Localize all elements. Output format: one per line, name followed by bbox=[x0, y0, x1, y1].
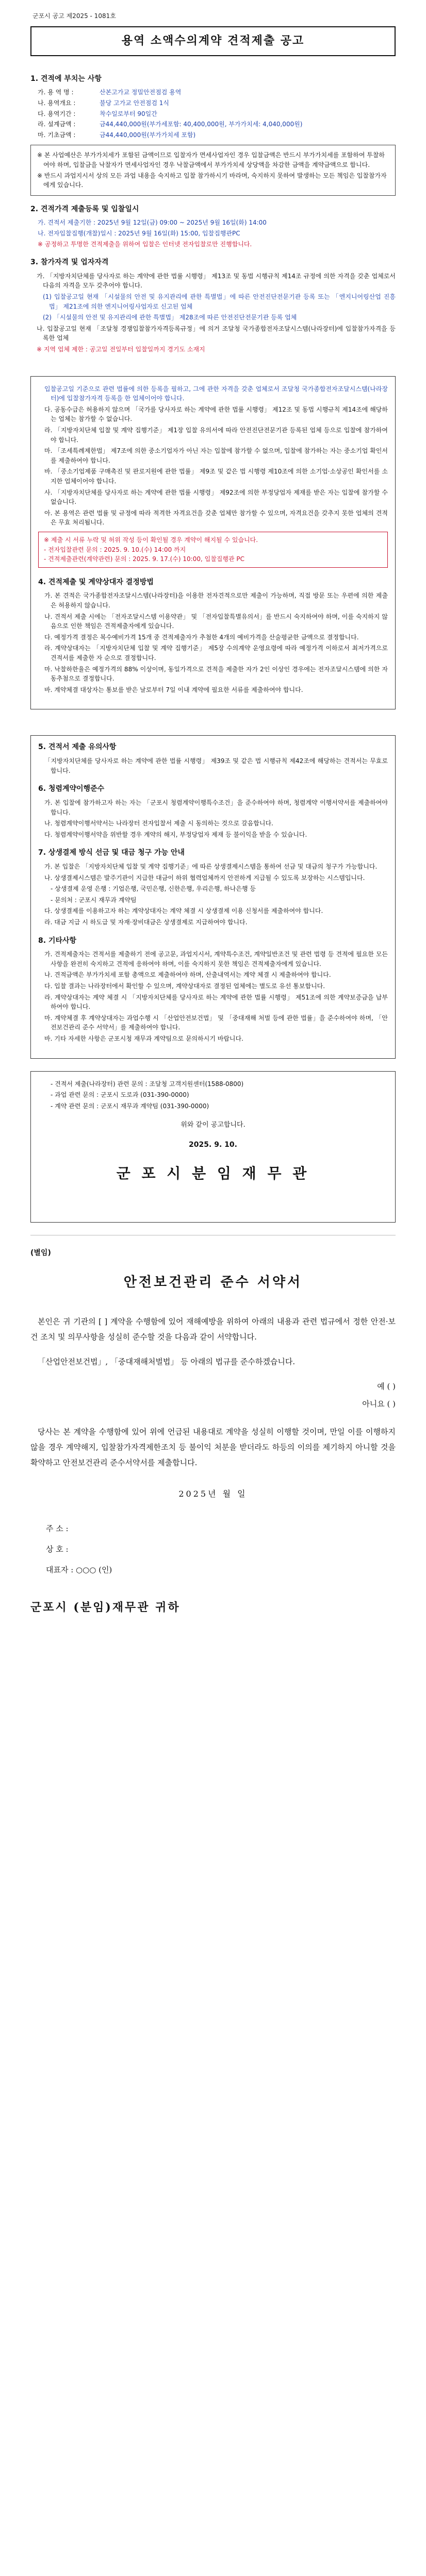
note-text: ※ 반드시 과업지시서 상의 모든 과업 내용을 숙지하고 입찰 참가하시기 바라며, 숙지하지 못하여 발생하는 모든 책임은 입찰참가자에게 있습니다. bbox=[37, 172, 387, 189]
notice-document bbox=[30, 0, 396, 1235]
sign-date: 2025년 월 일 bbox=[178, 1488, 248, 1499]
company-field[interactable]: 상 호 : bbox=[46, 1544, 69, 1554]
payment-text: 가. 본 입찰은 「지방자치단체 입찰 및 계약 집행기준」에 따른 상생결제시스템을 통하여 선금 및 대금의 청구가 가능합니다. bbox=[44, 862, 378, 870]
misc-text: 마. 계약체결 후 계약상대자는 과업수행 시 「산업안전보건법」 및 「중대재해 처벌 등에 관한 법률」을 준수하여야 하며, 「안전보건관리 준수 서약서」를 제출하여야 합니다. bbox=[44, 1014, 388, 1031]
section-overview bbox=[30, 74, 396, 196]
misc-text: 라. 계약상대자는 계약 체결 시 「지방자치단체를 당사자로 하는 계약에 관한 법률 시행령」 제51조에 의한 계약보증금을 납부하여야 합니다. bbox=[44, 993, 388, 1011]
contact-text: - 견적서 제출(나라장터) 관련 문의 : 조달청 고객지원센터(1588-0800) bbox=[51, 1080, 244, 1088]
misc-text: 바. 기타 자세한 사항은 군포시청 재무과 계약팀으로 문의하시기 바랍니다. bbox=[44, 1035, 243, 1042]
detail-text: 입찰공고일 기준으로 관련 법률에 의한 등록을 필하고, 그에 관한 자격을 갖춘 업체로서 조달청 국가종합전자조달시스템(나라장터)에 입찰참가자격 등록을 한 업체이어야 합니다. bbox=[44, 385, 388, 402]
payment-text: - 상생결제 운영 은행 : 기업은행, 국민은행, 신한은행, 우리은행, 하나은행 등 bbox=[51, 885, 256, 893]
section-heading: 7. 상생결제 방식 선금 및 대금 청구 가능 안내 bbox=[38, 849, 185, 857]
section-heading: 6. 청렴계약이행준수 bbox=[38, 785, 105, 793]
detail-text: 아. 본 용역은 관련 법률 및 규정에 따라 적격한 자격요건을 갖춘 업체만 참가할 수 있으며, 자격요건을 갖추지 못한 업체의 견적은 무효 처리됩니다. bbox=[44, 509, 388, 527]
overview-item: 다. 용역기간 : 착수일로부터 90일간 bbox=[38, 110, 157, 117]
misc-text: 나. 견적금액은 부가가치세 포함 총액으로 제출하여야 하며, 산출내역서는 계약 체결 시 제출하여야 합니다. bbox=[44, 971, 331, 979]
contact-text: - 계약 관련 문의 : 군포시 재무과 계약팀 (031-390-0000) bbox=[51, 1102, 209, 1110]
section-heading: 8. 기타사항 bbox=[38, 936, 77, 945]
section-heading: 5. 견적서 제출 유의사항 bbox=[38, 743, 117, 752]
pledge-body bbox=[30, 1314, 396, 1619]
section-heading: 1. 견적에 부치는 사항 bbox=[30, 74, 102, 83]
misc-text: 다. 입찰 결과는 나라장터에서 확인할 수 있으며, 계약상대자로 결정된 업체에는 별도로 유선 통보합니다. bbox=[44, 982, 325, 990]
pledge-recipient: 군포시 (분임)재무관 귀하 bbox=[30, 1600, 181, 1614]
section-heading: 3. 참가자격 및 업자자격 bbox=[30, 258, 109, 267]
payment-text: - 문의처 : 군포시 재무과 계약팀 bbox=[51, 896, 137, 904]
section-schedule bbox=[30, 204, 396, 249]
attachment-tag: (별임) bbox=[30, 1248, 51, 1257]
decision-text: 라. 계약상대자는 「지방자치단체 입찰 및 계약 집행기준」 제5장 수의계약 운영요령에 따라 예정가격 이하로서 최저가격으로 견적서를 제출한 자 순으로 결정합니다. bbox=[44, 645, 388, 662]
section-heading: 4. 견적제출 및 계약상대자 결정방법 bbox=[38, 578, 154, 586]
schedule-item: 가. 견적서 제출기한 : 2025년 9월 12일(금) 09:00 ~ 2025년 9월 16일(화) 14:00 bbox=[38, 219, 267, 227]
overview-item: 나. 용역개요 : 불당 고가교 안전점검 1식 bbox=[38, 99, 169, 107]
section-integrity bbox=[38, 784, 388, 839]
section-caution bbox=[38, 742, 388, 775]
ceo-field[interactable]: 대표자 : ○○○ (인) bbox=[46, 1565, 112, 1574]
overview-item: 마. 기초금액 : 금44,440,000원(부가가치세 포함) bbox=[38, 131, 196, 139]
misc-text: 가. 견적제출자는 견적서를 제출하기 전에 공고문, 과업지시서, 계약특수조건, 계약일반조건 및 관련 법령 등 견적에 필요한 모든 사항을 완전히 숙지하고 견적에 응하여야 하며, 이를 숙지하지 못한 책임은 견적제출자에게 있습니다. bbox=[44, 951, 388, 968]
notice-number: 군포시 공고 제2025 - 1081호 bbox=[32, 12, 116, 20]
pledge-paragraph: 본인은 귀 기관의 [ ] 계약을 수행함에 있어 재해예방을 위하여 아래의 내용과 관련 법규에서 정한 안전·보건 조치 및 의무사항을 성실히 준수할 것을 다음과 같이 서약합니다. bbox=[30, 1316, 396, 1342]
warning-text: - 견적제출관련(계약관련) 문의 : 2025. 9. 17.(수) 10:00, 입찰집행관 PC bbox=[44, 555, 244, 563]
integrity-text: 다. 청렴계약이행서약을 위반할 경우 계약의 해지, 부정당업자 제재 등 불이익을 받을 수 있습니다. bbox=[44, 831, 307, 838]
section-heading: 2. 견적가격 제출등록 및 입찰일시 bbox=[30, 205, 139, 213]
check-yes[interactable]: 예 ( ) bbox=[377, 1381, 396, 1391]
detail-text: 사. 「지방자치단체를 당사자로 하는 계약에 관한 법률 시행령」 제92조에 의한 부정당업자 제재를 받은 자는 입찰에 참가할 수 없습니다. bbox=[44, 488, 388, 506]
check-no[interactable]: 아니요 ( ) bbox=[362, 1399, 396, 1409]
warning-text: ※ 제출 시 서류 누락 및 허위 작성 등이 확인될 경우 계약이 해지될 수 있습니다. bbox=[44, 536, 258, 544]
terms-frame bbox=[30, 735, 396, 1058]
decision-text: 마. 낙찰하한율은 예정가격의 88% 이상이며, 동일가격으로 견적을 제출한 자가 2인 이상인 경우에는 전자조달시스템에 의한 자동추첨으로 결정합니다. bbox=[44, 665, 388, 683]
detail-text: 마. 「조세특례제한법」 제7조에 의한 중소기업자가 아닌 자는 입찰에 참가할 수 없으며, 입찰에 참가하는 자는 중소기업 확인서를 제출하여야 합니다. bbox=[44, 447, 388, 464]
detail-text: 바. 「중소기업제품 구매촉진 및 판로지원에 관한 법률」 제9조 및 같은 법 시행령 제10조에 의한 소기업·소상공인 확인서를 소지한 업체이어야 합니다. bbox=[44, 468, 388, 485]
address-field[interactable]: 주 소 : bbox=[46, 1523, 69, 1533]
qualification-text: (1) 입찰공고일 현재 「시설물의 안전 및 유지관리에 관한 특별법」에 따른 안전진단전문기관 등록 또는 「엔지니어링산업 진흥법」 제21조에 의한 엔지니어링사업자로 신고된 업체 bbox=[43, 293, 396, 310]
section-qualification bbox=[30, 257, 396, 354]
schedule-item: ※ 공정하고 투명한 견적제출을 위하여 입찰은 인터넷 전자입찰로만 진행합니다. bbox=[38, 240, 252, 248]
decision-text: 가. 본 견적은 국가종합전자조달시스템(나라장터)을 이용한 전자견적으로만 제출이 가능하며, 직접 방문 또는 우편에 의한 제출은 허용하지 않습니다. bbox=[44, 592, 388, 609]
pledge-paragraph: 당사는 본 계약을 수행함에 있어 위에 언급된 내용대로 계약을 성실히 이행할 것이며, 만일 이를 이행하지 않을 경우 계약해지, 입찰참가자격제한조치 등 불이익 처분을 받더라도 하등의 이의를 제기하지 아니할 것을 확약하고 안전보건관리 준수서약서를 제출합니다. bbox=[30, 1427, 396, 1467]
detail-text: 다. 공동수급은 허용하지 않으며 「국가를 당사자로 하는 계약에 관한 법률 시행령」 제12조 및 동법 시행규칙 제14조에 해당하는 업체는 참가할 수 없습니다. bbox=[44, 405, 388, 423]
section-decision bbox=[38, 577, 388, 695]
pledge-title: 안전보건관리 준수 서약서 bbox=[123, 1275, 303, 1291]
safety-pledge-form bbox=[30, 1248, 396, 1619]
qualification-text: 나. 입찰공고일 현재 「조달청 경쟁입찰참가자격등록규정」에 의거 조달청 국가종합전자조달시스템(나라장터)에 입찰참가자격을 등록한 업체 bbox=[37, 325, 396, 342]
qualification-detail-frame bbox=[30, 376, 396, 710]
decision-text: 바. 계약체결 대상자는 통보를 받은 날로부터 7일 이내 계약에 필요한 서류를 제출하여야 합니다. bbox=[44, 686, 303, 693]
integrity-text: 나. 청렴계약이행서약서는 나라장터 전자입찰서 제출 시 동의하는 것으로 갈음합니다. bbox=[44, 820, 273, 827]
closing-frame bbox=[30, 1071, 396, 1223]
section-misc bbox=[38, 936, 388, 1044]
payment-text: 라. 대금 지급 시 하도급 및 자재·장비대금은 상생결제로 지급하여야 합니다. bbox=[44, 918, 248, 926]
qualification-text: (2) 「시설물의 안전 및 유지관리에 관한 특별법」 제28조에 따른 안전진단전문기관 등록 업체 bbox=[43, 314, 297, 321]
qualification-text: 가. 「지방자치단체를 당사자로 하는 계약에 관한 법률 시행령」 제13조 및 동법 시행규칙 제14조 규정에 의한 자격을 갖춘 업체로서 다음의 자격을 모두 갖추어야 합니다. bbox=[37, 272, 396, 290]
overview-item: 가. 용 역 명 : 산본고가교 정밀안전점검 용역 bbox=[38, 89, 182, 96]
section-payment bbox=[38, 848, 388, 927]
note-text: ※ 본 사업예산은 부가가치세가 포함된 금액이므로 입찰자가 면세사업자인 경우 입찰금액은 반드시 부가가치세를 포함하여 투찰하여야 하며, 입찰금을 낙찰자가 면세사업자인 경우 낙찰금액에서 부가가치세 상당액을 차감한 금액을 계약금액으로 합니다. bbox=[37, 151, 385, 168]
decision-text: 나. 견적서 제출 시에는 「전자조달시스템 이용약관」 및 「전자입찰특별유의서」를 반드시 숙지하여야 하며, 이를 숙지하지 않음으로 인한 책임은 견적제출자에게 있습니다. bbox=[44, 613, 388, 630]
notice-title: 용역 소액수의계약 견적제출 공고 bbox=[30, 26, 396, 56]
integrity-text: 가. 본 입찰에 참가하고자 하는 자는 「군포시 청렴계약이행특수조건」을 준수하여야 하며, 청렴계약 이행서약서를 제출하여야 합니다. bbox=[44, 799, 388, 816]
pledge-paragraph: 「산업안전보건법」, 「중대재해처벌법」 등 아래의 법규를 준수하겠습니다. bbox=[38, 1357, 296, 1366]
issuer-name: 군 포 시 분 임 재 무 관 bbox=[116, 1165, 310, 1182]
schedule-item: 나. 전자입찰집행(개찰)일시 : 2025년 9월 16일(화) 15:00, 입찰집행관PC bbox=[38, 230, 240, 237]
caution-text: 「지방자치단체를 당사자로 하는 계약에 관한 법률 시행령」 제39조 및 같은 법 시행규칙 제42조에 해당하는 견적서는 무효로 합니다. bbox=[44, 757, 388, 774]
payment-text: 나. 상생결제시스템은 발주기관이 지급한 대금이 하위 협력업체까지 안전하게 지급될 수 있도록 보장하는 시스템입니다. bbox=[44, 874, 365, 882]
detail-text: 라. 「지방자치단체 입찰 및 계약 집행기준」 제1장 입찰 유의서에 따라 안전진단전문기관 등록된 업체 등으로 입찰에 참가하여야 합니다. bbox=[44, 427, 388, 444]
vat-note-box bbox=[30, 145, 396, 195]
decision-text: 다. 예정가격 결정은 복수예비가격 15개 중 견적제출자가 추첨한 4개의 예비가격을 산술평균한 금액으로 결정합니다. bbox=[44, 633, 359, 641]
contact-text: - 과업 관련 문의 : 군포시 도로과 (031-390-0000) bbox=[51, 1091, 189, 1099]
warning-text: - 전자입찰관련 문의 : 2025. 9. 10.(수) 14:00 까지 bbox=[44, 546, 186, 553]
payment-text: 다. 상생결제를 이용하고자 하는 계약상대자는 계약 체결 시 상생결제 이용 신청서를 제출하여야 합니다. bbox=[44, 907, 323, 915]
warning-box bbox=[38, 532, 388, 568]
overview-item: 라. 설계금액 : 금44,440,000원(부가세포함: 40,400,000원, 부가가치세: 4,040,000원) bbox=[38, 121, 303, 128]
notice-date: 2025. 9. 10. bbox=[189, 1141, 237, 1149]
qualification-text: ※ 지역 업체 제한 : 공고일 전일부터 입찰일까지 경기도 소재지 bbox=[37, 346, 205, 353]
closing-note: 위와 같이 공고합니다. bbox=[181, 1121, 245, 1129]
